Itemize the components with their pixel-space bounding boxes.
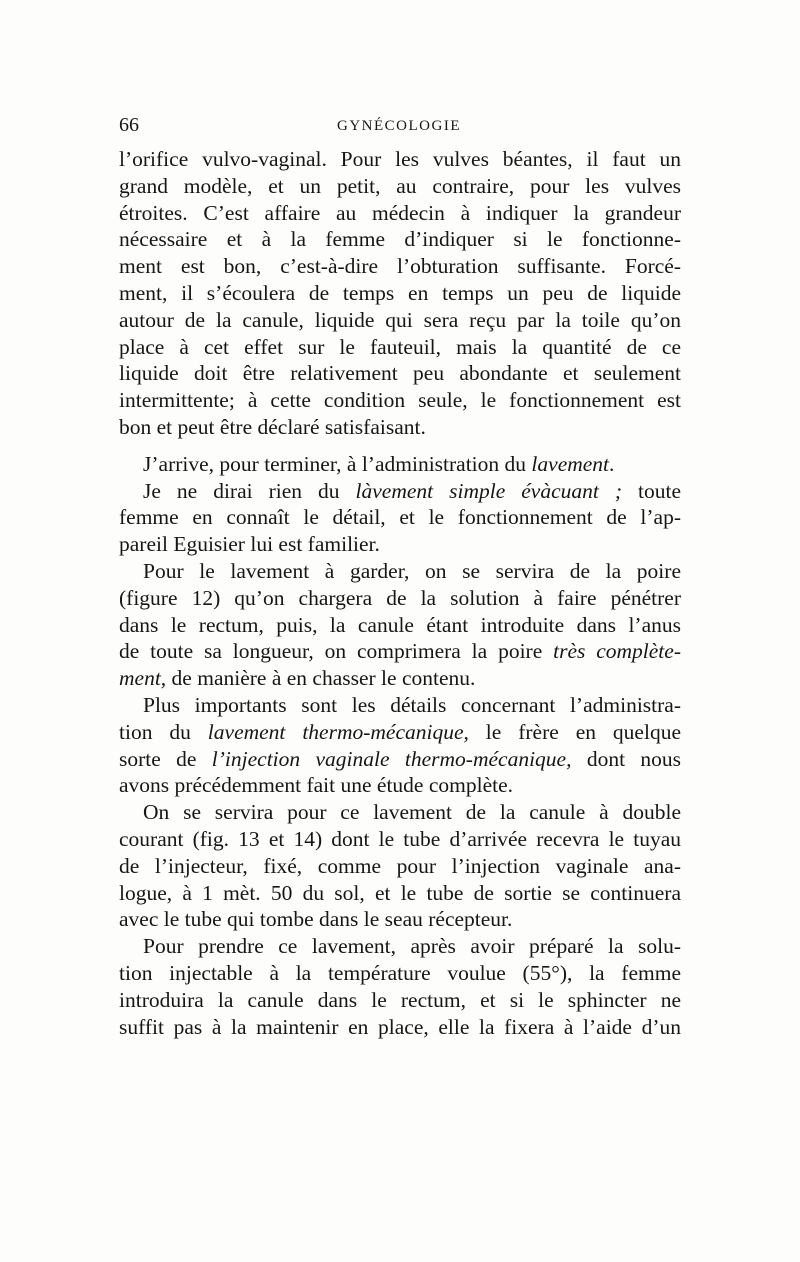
text-line: avons précédemment fait une étude complète. — [119, 773, 514, 798]
text-line: Je ne dirai rien du làvement simple évàcuant ; toute — [143, 478, 682, 503]
text-line: nécessaire et à la femme d’indiquer si le fonctionne- — [119, 227, 681, 252]
text-line: On se servira pour ce lavement de la canule à double — [143, 800, 681, 825]
text-line: place à cet effet sur le fauteuil, mais la quantité de ce — [119, 334, 681, 359]
page-header — [119, 114, 679, 142]
text-line: pareil Eguisier lui est familier. — [119, 532, 380, 557]
text-line: Plus importants sont les détails concernant l’administra- — [143, 692, 681, 717]
text-line: (figure 12) qu’on chargera de la solution à faire pénétrer — [119, 585, 681, 610]
text-line: Pour prendre ce lavement, après avoir préparé la solu- — [143, 934, 681, 959]
text-line: avec le tube qui tombe dans le seau récepteur. — [119, 907, 513, 932]
text-line: bon et peut être déclaré satisfaisant. — [119, 414, 426, 439]
text-line: femme en connaît le détail, et le fonctionnement de l’ap- — [119, 505, 681, 530]
text-line: autour de la canule, liquide qui sera reçu par la toile qu’on — [119, 307, 681, 332]
text-line: ment, de manière à en chasser le contenu. — [119, 666, 476, 691]
text-line: dans le rectum, puis, la canule étant introduite dans l’anus — [119, 612, 681, 637]
text-line: tion injectable à la température voulue (55°), la femme — [119, 960, 681, 985]
text-line: tion du lavement thermo-mécanique, le frère en quelque — [119, 719, 681, 744]
text-line: J’arrive, pour terminer, à l’administration du lavement. — [143, 451, 615, 476]
text-line: courant (fig. 13 et 14) dont le tube d’arrivée recevra le tuyau — [119, 826, 681, 851]
text-line: sorte de l’injection vaginale thermo-mécanique, dont nous — [119, 746, 682, 771]
text-line: l’orifice vulvo-vaginal. Pour les vulves béantes, il faut un — [119, 147, 681, 171]
text-line: ment est bon, c’est-à-dire l’obturation suffisante. Forcé- — [119, 254, 681, 279]
text-line: étroites. C’est affaire au médecin à indiquer la grandeur — [119, 200, 681, 225]
text-line: de l’injecteur, fixé, comme pour l’injection vaginale ana- — [119, 853, 681, 878]
text-line: grand modèle, et un petit, au contraire, pour les vulves — [119, 173, 681, 198]
body-text — [119, 146, 681, 1040]
text-line: Pour le lavement à garder, on se servira de la poire — [143, 558, 681, 583]
text-line: ment, il s’écoulera de temps en temps un peu de liquide — [119, 280, 681, 305]
text-line: intermittente; à cette condition seule, le fonctionnement est — [119, 388, 681, 413]
text-line: suffit pas à la maintenir en place, elle la fixera à l’aide d’un — [119, 1014, 681, 1039]
running-head: GYNÉCOLOGIE — [337, 118, 461, 134]
text-line: de toute sa longueur, on comprimera la poire très complète- — [119, 639, 681, 664]
text-line: logue, à 1 mèt. 50 du sol, et le tube de sortie se continuera — [119, 880, 681, 905]
page-number: 66 — [119, 114, 139, 136]
text-line: liquide doit être relativement peu abondante et seulement — [119, 361, 681, 386]
text-line: introduira la canule dans le rectum, et si le sphincter ne — [119, 987, 681, 1012]
